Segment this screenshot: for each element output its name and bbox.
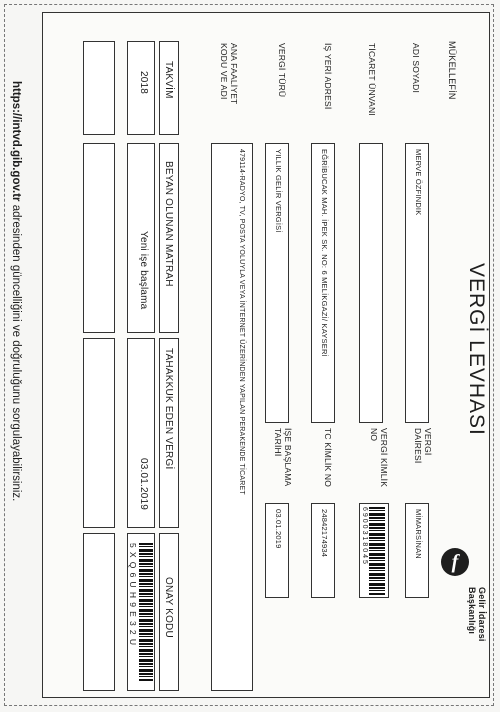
footer-text: [8, 81, 26, 501]
label-ticaret-unvani: TİCARET ÜNVANI: [367, 43, 377, 116]
faaliyet-box: [211, 143, 253, 691]
label-vergi-kimlik: VERGİ KİMLİK NO: [369, 428, 389, 488]
onay-barcode: [139, 543, 153, 681]
header-onay: ONAY KODU: [163, 577, 174, 638]
tc-kimlik-value: 24842174934: [320, 509, 329, 558]
header-matrah: BEYAN OLUNAN MATRAH: [163, 161, 174, 287]
logo-text: Gelir İdaresi Başkanlığı: [467, 587, 487, 642]
vergi-dairesi-value: MİMARSİNAN: [414, 509, 423, 559]
row2-tahakkuk-cell: [83, 338, 115, 528]
header-takvim: TAKVİM: [163, 61, 174, 99]
certificate-title: VERGİ LEVHASI: [465, 263, 488, 436]
row1-tahakkuk: 03.01.2019: [138, 458, 149, 511]
ise-baslama-value: 03.01.2019: [274, 509, 283, 549]
row2-onay-cell: [83, 533, 115, 691]
is-yeri-adresi-value: EĞRİBUCAK MAH. İPEK SK. NO: 6 MELİKGAZİ/ KAYSERİ: [320, 149, 329, 357]
vergi-kimlik-value: 6900318045: [361, 507, 368, 566]
row1-onay: 5XQ6UH9E32U: [128, 543, 138, 650]
faaliyet-value: 479114-RADYO, TV, POSTA YOLUYLA VEYA İNTERNET ÜZERİNDEN YAPILAN PERAKENDE TİCARET: [238, 149, 245, 495]
ticaret-unvani-box: [359, 143, 383, 423]
certificate-frame: [42, 12, 490, 698]
footer-strip: [6, 6, 30, 704]
label-ad-soyadi: ADI SOYADI: [411, 43, 421, 94]
label-ise-baslama: İŞE BAŞLAMA TARİHİ: [273, 428, 293, 487]
header-tahakkuk: TAHAKKUK EDEN VERGİ: [163, 348, 174, 470]
row1-takvim: 2018: [138, 71, 149, 95]
row2-matrah-cell: [83, 143, 115, 333]
vergi-turu-value: YILLIK GELİR VERGİSİ: [274, 149, 283, 233]
gib-logo-icon: f: [441, 548, 469, 576]
section-label: MÜKELLEFİN: [447, 41, 457, 100]
footer-note: adresinden güncelliğini ve doğruluğunu sorgulayabilirsiniz.: [10, 201, 22, 502]
tax-certificate: [30, 6, 496, 704]
label-vergi-dairesi: VERGİ DAİRESİ: [413, 428, 433, 464]
vergi-kimlik-barcode: [369, 507, 385, 595]
ad-soyadi-value: MERVE ÖZFINDIK: [414, 149, 423, 216]
footer-url-link[interactable]: https://intvd.gib.gov.tr: [10, 81, 22, 202]
label-is-yeri-adresi: İŞ YERİ ADRESİ: [323, 43, 333, 110]
label-faaliyet: ANA FAALİYET KODU VE ADI: [219, 43, 239, 105]
row2-takvim-cell: [83, 41, 115, 135]
label-tc-kimlik: TC KİMLİK NO: [323, 428, 333, 488]
row1-matrah: Yeni işe başlama: [138, 231, 149, 310]
label-vergi-turu: VERGİ TÜRÜ: [277, 43, 287, 98]
